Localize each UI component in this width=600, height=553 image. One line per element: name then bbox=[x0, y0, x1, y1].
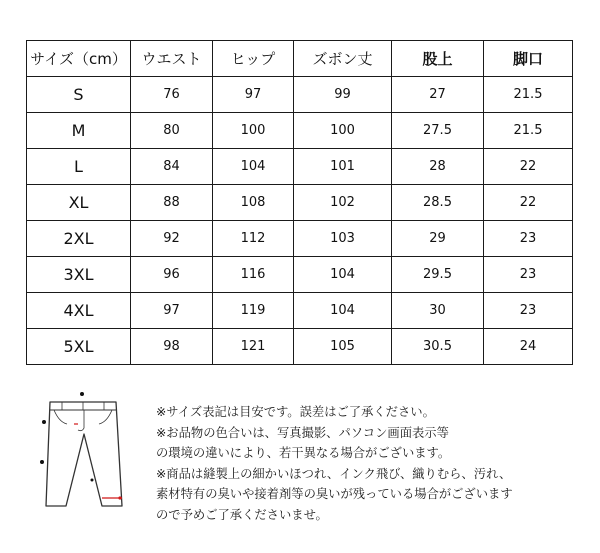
size-row bbox=[27, 113, 573, 149]
leg-opening-value: 22 bbox=[484, 185, 573, 221]
waist-value: 80 bbox=[131, 113, 213, 149]
rise-value: 30.5 bbox=[392, 329, 484, 365]
size-row bbox=[27, 77, 573, 113]
note-line: 素材特有の臭いや接着剤等の臭いが残っている場合がございます bbox=[156, 487, 513, 502]
size-label: 5XL bbox=[27, 329, 131, 365]
size-chart-table bbox=[26, 40, 573, 365]
rise-value: 27 bbox=[392, 77, 484, 113]
hip-value: 104 bbox=[213, 149, 294, 185]
size-row bbox=[27, 185, 573, 221]
leg-opening-value: 21.5 bbox=[484, 77, 573, 113]
note-line: ※サイズ表記は目安です。誤差はご了承ください。 bbox=[156, 405, 435, 419]
rise-value: 30 bbox=[392, 293, 484, 329]
leg-opening-value: 24 bbox=[484, 329, 573, 365]
note-line: ※お品物の色合いは、写真撮影、パソコン画面表示等 bbox=[156, 425, 449, 440]
length-value: 105 bbox=[294, 329, 392, 365]
waist-value: 76 bbox=[131, 77, 213, 113]
hip-value: 116 bbox=[213, 257, 294, 293]
leg-opening-value: 23 bbox=[484, 257, 573, 293]
waist-value: 98 bbox=[131, 329, 213, 365]
hip-value: 108 bbox=[213, 185, 294, 221]
size-label: XL bbox=[27, 185, 131, 221]
header-waist: ウエスト bbox=[131, 41, 213, 77]
leg-opening-value: 23 bbox=[484, 221, 573, 257]
pants-diagram-icon bbox=[34, 388, 134, 523]
size-row bbox=[27, 257, 573, 293]
header-leg-opening: 脚口 bbox=[484, 41, 573, 77]
hip-value: 97 bbox=[213, 77, 294, 113]
hip-value: 100 bbox=[213, 113, 294, 149]
length-value: 103 bbox=[294, 221, 392, 257]
waist-value: 92 bbox=[131, 221, 213, 257]
size-label: 3XL bbox=[27, 257, 131, 293]
leg-opening-value: 23 bbox=[484, 293, 573, 329]
length-value: 102 bbox=[294, 185, 392, 221]
size-label: 4XL bbox=[27, 293, 131, 329]
size-notes bbox=[156, 402, 596, 526]
length-value: 100 bbox=[294, 113, 392, 149]
size-label: 2XL bbox=[27, 221, 131, 257]
size-row bbox=[27, 329, 573, 365]
size-row bbox=[27, 293, 573, 329]
size-row bbox=[27, 149, 573, 185]
rise-value: 27.5 bbox=[392, 113, 484, 149]
rise-value: 29.5 bbox=[392, 257, 484, 293]
header-size: サイズ（cm） bbox=[27, 41, 131, 77]
size-row bbox=[27, 221, 573, 257]
leg-opening-value: 22 bbox=[484, 149, 573, 185]
waist-value: 97 bbox=[131, 293, 213, 329]
hip-value: 121 bbox=[213, 329, 294, 365]
note-line: の環境の違いにより、若干異なる場合がございます。 bbox=[156, 446, 451, 461]
waist-value: 96 bbox=[131, 257, 213, 293]
size-chart-header-row bbox=[27, 41, 573, 77]
length-value: 104 bbox=[294, 293, 392, 329]
header-length: ズボン丈 bbox=[294, 41, 392, 77]
size-label: S bbox=[27, 77, 131, 113]
hip-value: 112 bbox=[213, 221, 294, 257]
pants-measurement-diagram bbox=[34, 388, 134, 523]
header-hip: ヒップ bbox=[213, 41, 294, 77]
length-value: 99 bbox=[294, 77, 392, 113]
header-rise: 股上 bbox=[392, 41, 484, 77]
rise-value: 28.5 bbox=[392, 185, 484, 221]
note-line: ※商品は縫製上の細かいほつれ、インク飛び、織りむら、汚れ、 bbox=[156, 466, 512, 481]
waist-value: 84 bbox=[131, 149, 213, 185]
length-value: 101 bbox=[294, 149, 392, 185]
rise-value: 29 bbox=[392, 221, 484, 257]
size-label: L bbox=[27, 149, 131, 185]
note-line: ので予めご了承くださいませ。 bbox=[156, 507, 328, 522]
waist-value: 88 bbox=[131, 185, 213, 221]
leg-opening-value: 21.5 bbox=[484, 113, 573, 149]
length-value: 104 bbox=[294, 257, 392, 293]
rise-value: 28 bbox=[392, 149, 484, 185]
size-label: M bbox=[27, 113, 131, 149]
hip-value: 119 bbox=[213, 293, 294, 329]
